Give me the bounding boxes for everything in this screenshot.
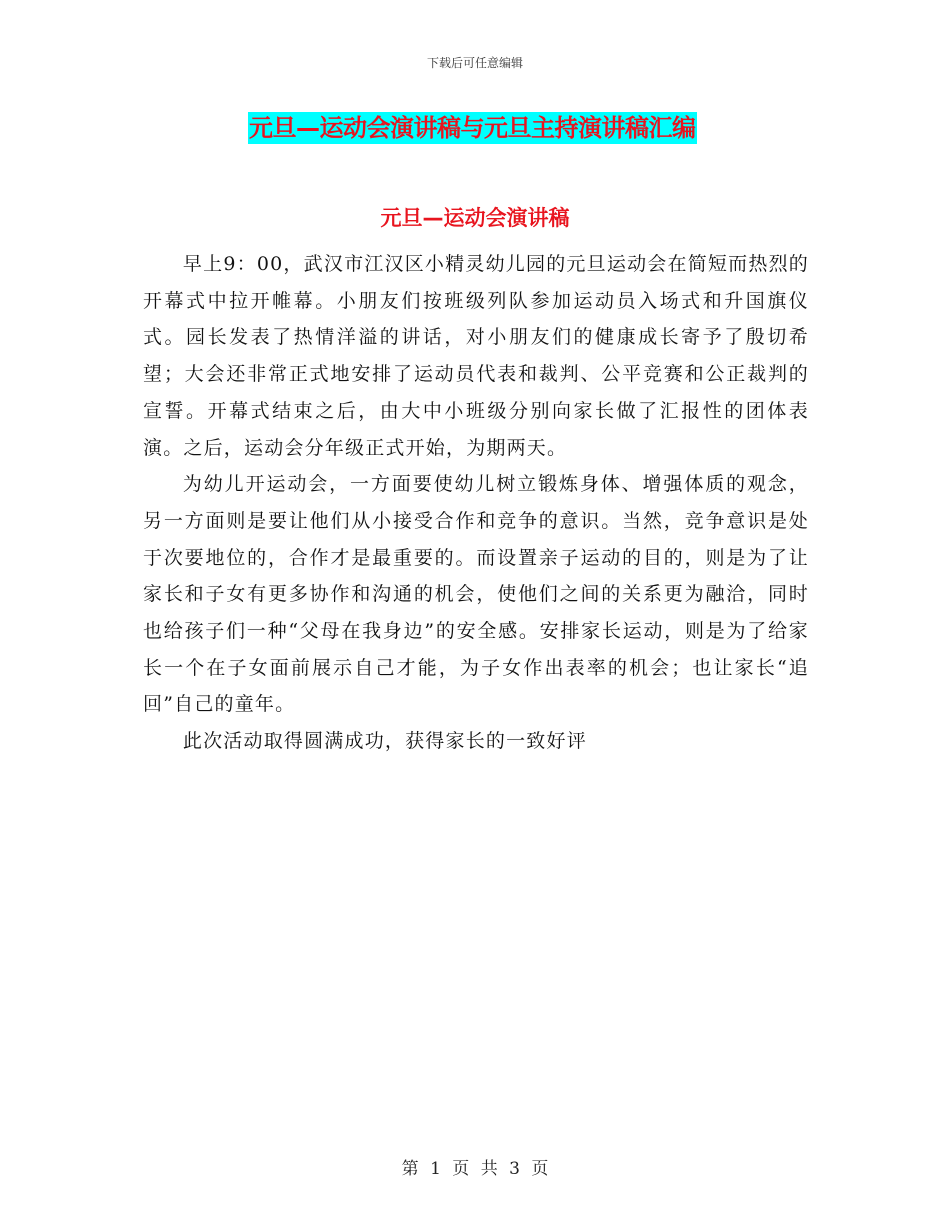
document-main-title: 元旦—运动会演讲稿与元旦主持演讲稿汇编 [249,114,696,142]
document-body [143,246,809,760]
paragraph-2: 为幼儿开运动会，一方面要使幼儿树立锻炼身体、增强体质的观念，另一方面则是要让他们从小接受合作和竞争的意识。当然，竞争意识是处于次要地位的，合作才是最重要的。而设置亲子运动的目的，则是为了让家长和子女有更多协作和沟通的机会，使他们之间的关系更为融洽，同时也给孩子们一种“父母在我身边”的安全感。安排家长运动，则是为了给家长一个在子女面前展示自己才能，为子女作出表率的机会；也让家长“追回”自己的童年。 [143,473,809,716]
section-title: 元旦—运动会演讲稿 [380,206,570,230]
page-number: 第 1 页 共 3 页 [401,1159,549,1179]
paragraph-1: 早上9：00，武汉市江汉区小精灵幼儿园的元旦运动会在简短而热烈的开幕式中拉开帷幕。小朋友们按班级列队参加运动员入场式和升国旗仪式。园长发表了热情洋溢的讲话，对小朋友们的健康成长寄予了殷切希望；大会还非常正式地安排了运动员代表和裁判、公平竞赛和公正裁判的宣誓。开幕式结束之后，由大中小班级分别向家长做了汇报性的团体表演。之后，运动会分年级正式开始，为期两天。 [143,253,809,459]
header-note: 下载后可任意编辑 [426,56,523,70]
paragraph-3: 此次活动取得圆满成功，获得家长的一致好评 [182,730,587,753]
